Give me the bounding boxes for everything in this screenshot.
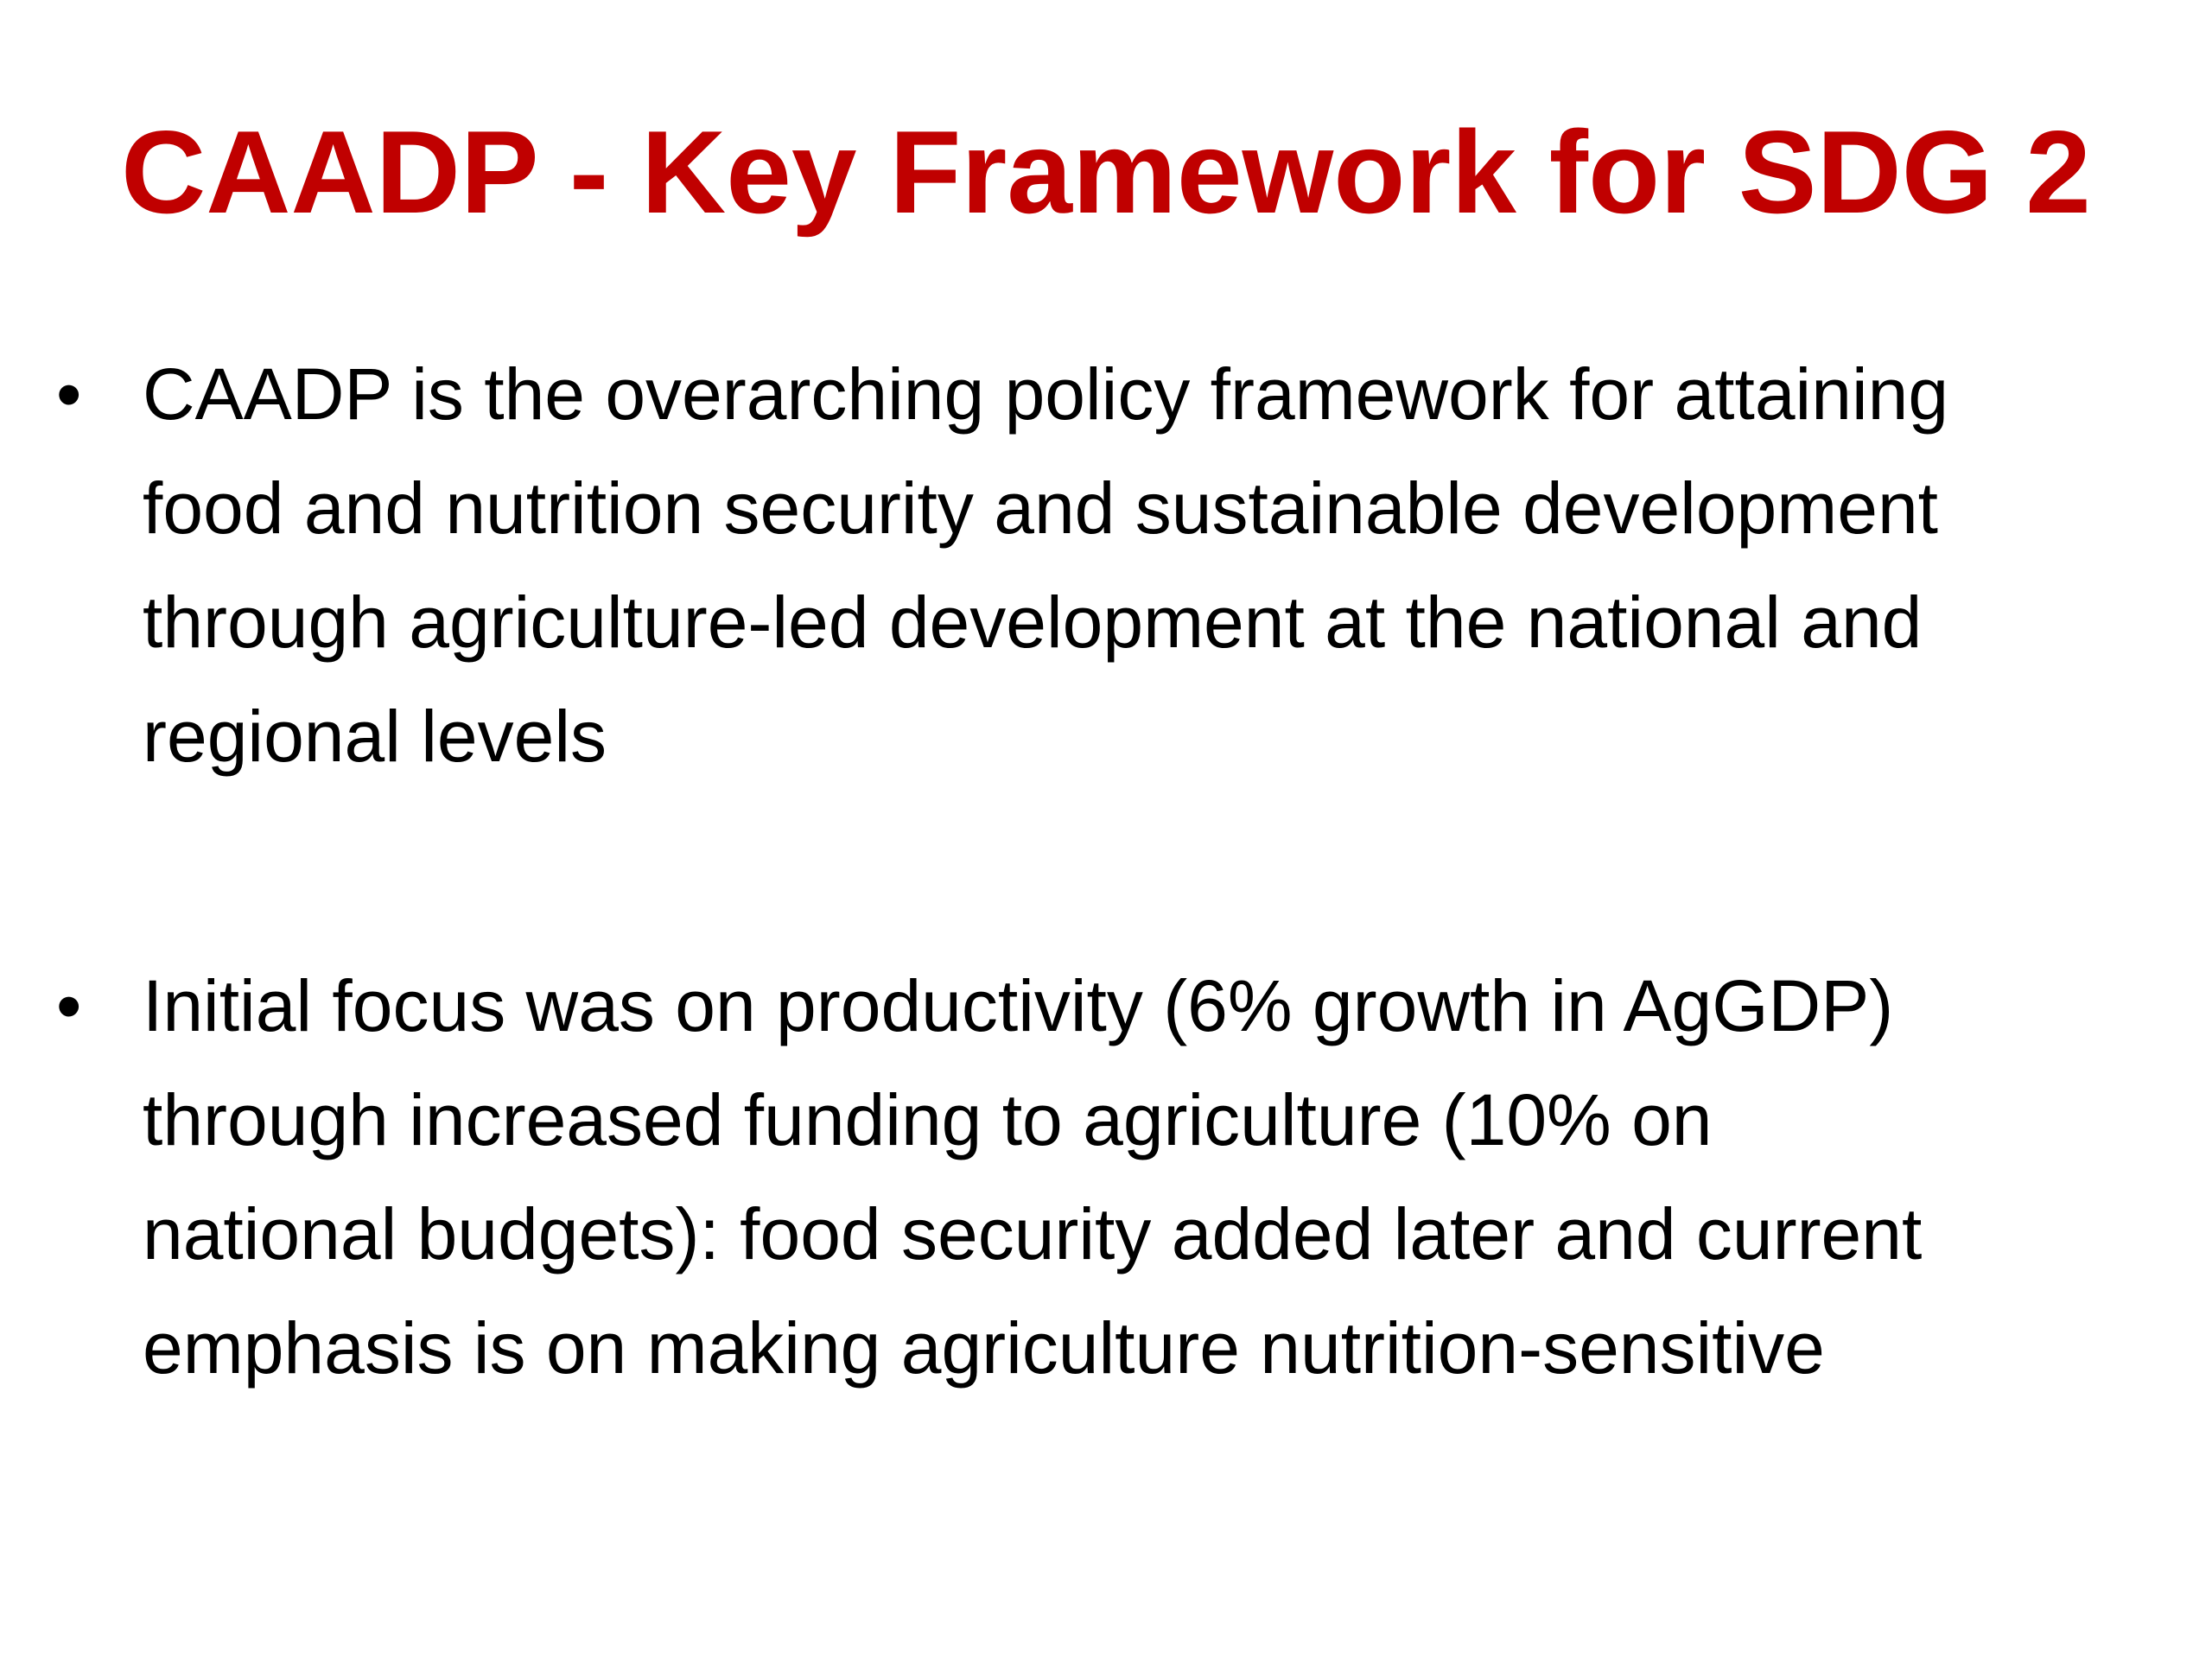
bullet-text: CAADP is the overarching policy framework for attaining food and nutrition security and sustainable development through agriculture-led development at the national and regional levels [143, 353, 1949, 777]
bullet-dot-icon: • [56, 353, 82, 435]
slide-title: CAADP - Key Framework for SDG 2 [121, 106, 2091, 238]
bullet-text: Initial focus was on productivity (6% growth in AgGDP) through increased funding to agriculture (10% on national budgets): food security added later and current emphasis is on making agriculture nutrition-sensitive [143, 965, 1923, 1389]
bullet-dot-icon: • [56, 965, 82, 1046]
